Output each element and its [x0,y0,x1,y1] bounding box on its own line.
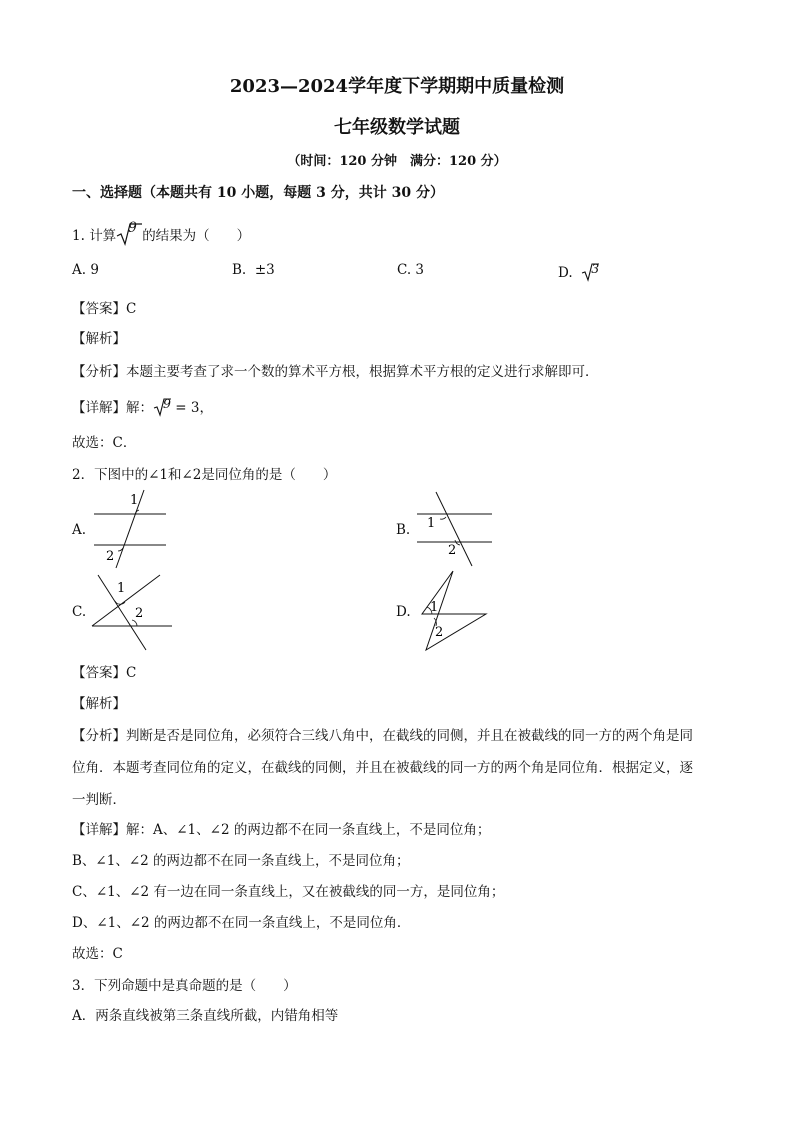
q2-xiangjie-label: 【详解】 [72,822,126,838]
q1-option-d [558,262,599,282]
q2-xiangjie-d: D、∠1、∠2 的两边都不在同一条直线上，不是同位角． [72,915,411,931]
q1-conclusion: 故选：C． [72,435,137,451]
q1-answer-value: C [126,301,137,317]
q2-jiexi: 【解析】 [72,696,126,712]
q1-xiangjie-label: 【详解】 [72,400,126,416]
q2-xiangjie-a [72,818,490,838]
q2-figure-b [414,488,498,570]
q2-answer-label: 【答案】 [72,665,126,681]
q2-conclusion: 故选：C [72,946,123,962]
exam-title: 2023—2024学年度下学期期中质量检测 [229,76,565,97]
q2-fenxi-label: 【分析】 [72,728,126,744]
q1-stem-pre: 计算 [89,228,117,244]
q1-xiangjie [72,396,213,417]
figure-d-angle-1-label: 1 [430,600,439,615]
figure-b-angle-1-label: 1 [427,516,436,531]
q2-figure-a [92,488,172,570]
q2-figure-d [418,568,492,654]
q2-fenxi-line3: 一判断． [72,792,126,808]
q1-number: 1. [72,228,85,244]
q3-stem: 3．下列命题中是真命题的是（ ） [72,978,297,994]
q1-option-a: A. 9 [72,262,99,278]
q3-option-a: A．两条直线被第三条直线所截，内错角相等 [72,1008,339,1024]
figure-b-arc-1 [440,517,446,519]
q2-label-b: B. [396,522,411,538]
figure-c-angle-2-label: 2 [135,606,144,621]
q1-xiangjie-radicand: 9 [163,396,171,411]
q1-option-d-radicand: 3 [591,261,600,276]
exam-info: （时间：120 分钟 满分：120 分） [287,154,507,169]
q1-option-c: C. 3 [397,262,425,278]
q1-radicand: 9 [128,220,137,236]
q1-option-b-value: ±3 [254,262,275,278]
exam-subtitle: 七年级数学试题 [334,117,460,138]
q2-xiangjie-a-text: 解：A、∠1、∠2 的两边都不在同一条直线上，不是同位角； [126,822,491,838]
q1-xiangjie-result: = 3， [171,400,213,416]
q2-label-d: D. [396,604,411,620]
figure-c-angle-1-label: 1 [117,581,126,596]
q1-xiangjie-sqrt [153,397,171,417]
q2-xiangjie-c: C、∠1、∠2 有一边在同一条直线上，又在被截线的同一方，是同位角； [72,884,505,900]
q1-option-b-label: B. [232,262,247,278]
section-heading: 一、选择题（本题共有 10 小题，每题 3 分，共计 30 分） [72,185,444,201]
figure-d-angle-2-label: 2 [435,625,444,640]
q1-sqrt [116,222,142,246]
q1-answer [72,297,136,317]
q2-answer-value: C [126,665,137,681]
q1-fenxi-text: 本题主要考查了求一个数的算术平方根，根据算术平方根的定义进行求解即可． [126,364,599,380]
q1-option-d-sqrt [581,262,599,282]
figure-b-angle-2-label: 2 [448,543,457,558]
q2-fenxi-line1 [72,724,693,744]
q1-option-d-label: D. [558,265,573,281]
q2-label-a: A. [72,522,87,538]
q1-option-b [232,262,275,278]
q2-xiangjie-b: B、∠1、∠2 的两边都不在同一条直线上，不是同位角； [72,853,410,869]
q2-fenxi-text-1: 判断是否是同位角，必须符合三线八角中，在截线的同侧，并且在被截线的同一方的两个角是同 [126,728,693,744]
q1-fenxi [72,360,599,380]
q2-stem: 2．下图中的∠1和∠2是同位角的是（ ） [72,467,337,483]
figure-a-angle-1-label: 1 [130,493,139,508]
q1-fenxi-label: 【分析】 [72,364,126,380]
q2-answer [72,661,136,681]
figure-a-angle-2-label: 2 [106,549,115,564]
q2-fenxi-line2: 位角．本题考查同位角的定义，在截线的同侧，并且在被截线的同一方的两个角是同位角．根据定义，逐 [72,760,693,776]
q1-jiexi: 【解析】 [72,331,126,347]
q1-stem [72,222,250,246]
q1-answer-label: 【答案】 [72,301,126,317]
q1-xiangjie-pre: 解： [126,400,153,416]
q1-stem-post: 的结果为（ ） [142,228,251,244]
q2-label-c: C. [72,604,87,620]
q2-figure-c [90,572,174,652]
